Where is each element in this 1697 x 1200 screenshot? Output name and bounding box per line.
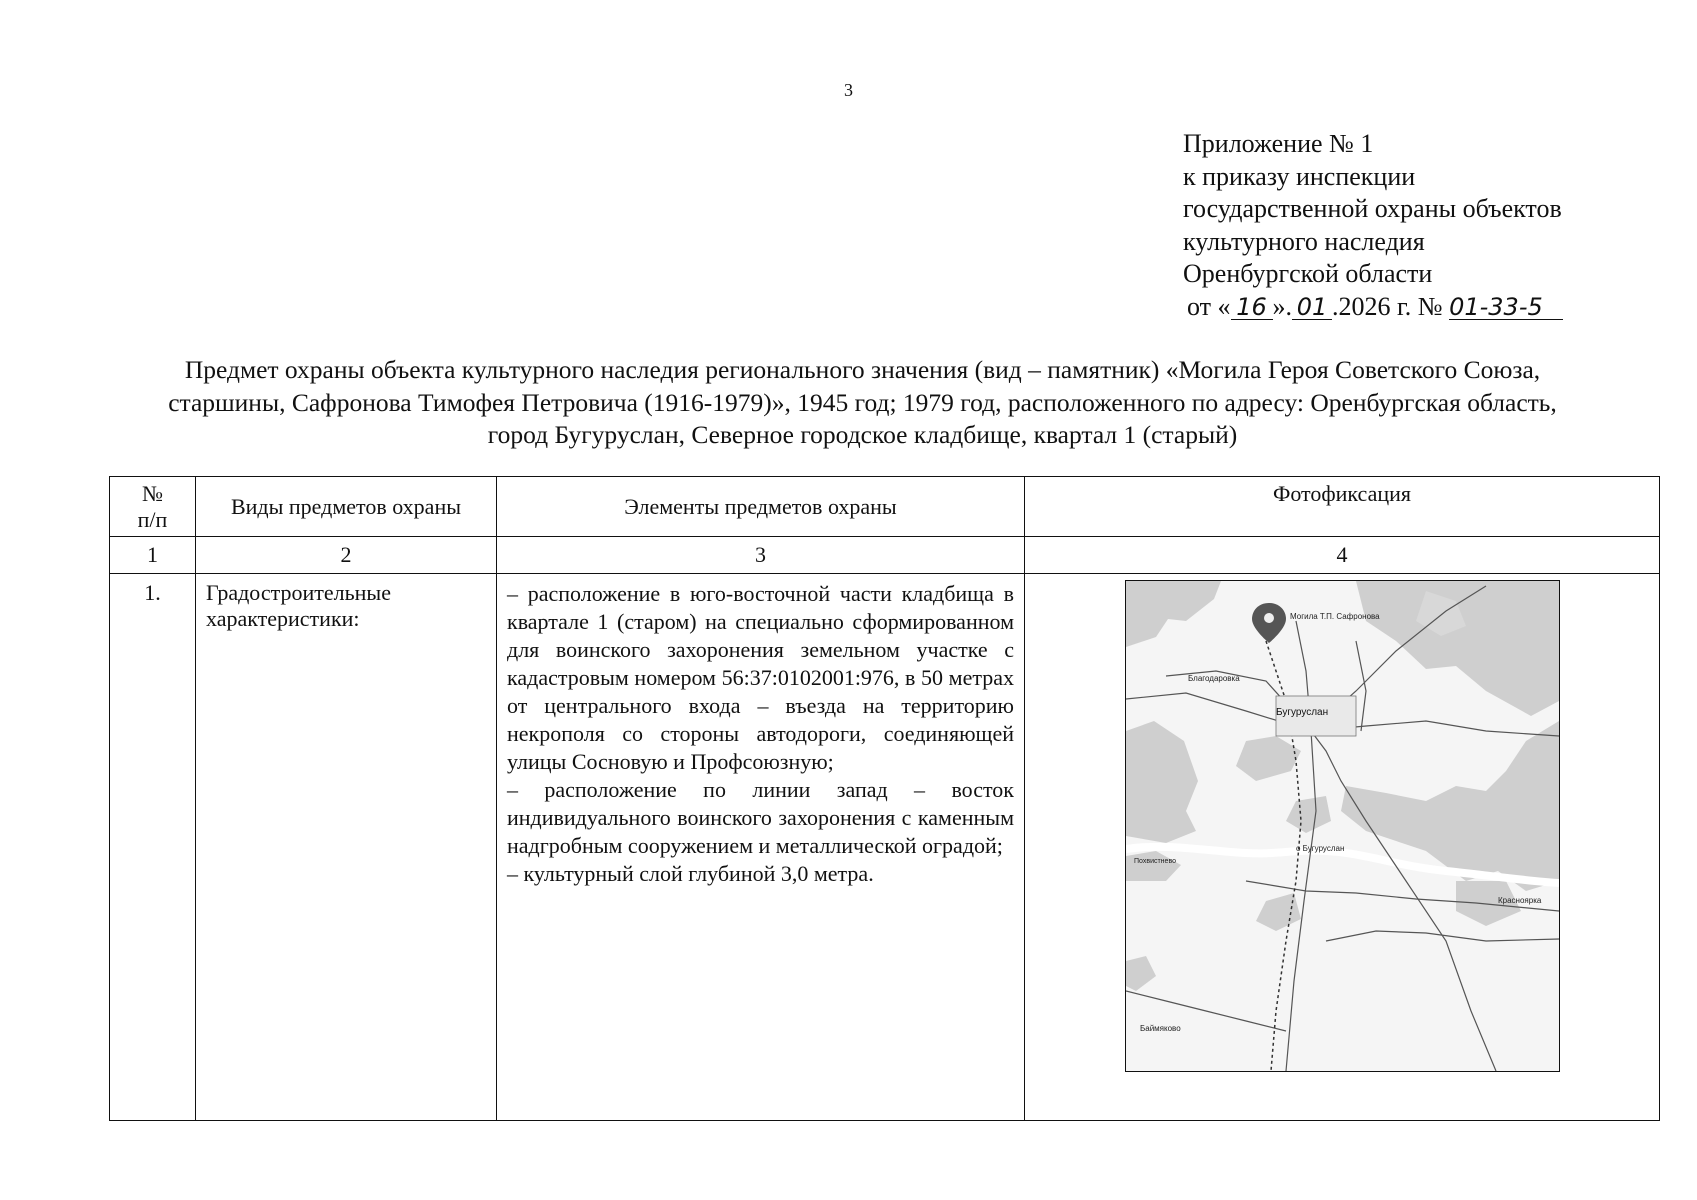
header-no-symbol: № <box>142 480 163 506</box>
title-line: город Бугуруслан, Северное городское кладбище, квартал 1 (старый) <box>487 420 1238 449</box>
place-label: Красноярка <box>1497 896 1541 905</box>
page-number: 3 <box>844 80 853 100</box>
map-illustration <box>1126 581 1559 1071</box>
column-number: 2 <box>196 537 497 574</box>
header-no <box>110 477 196 537</box>
appendix-line: Оренбургской области <box>1183 259 1433 288</box>
header-no-abbr: п/п <box>137 506 168 532</box>
appendix-block <box>1183 128 1563 323</box>
protection-table <box>109 476 1660 1121</box>
marker-label: Могила Т.П. Сафронова <box>1289 612 1380 621</box>
header-type: Виды предметов охраны <box>196 477 497 537</box>
element-item: – расположение в юго-восточной части кладбища в квартале 1 (старом) на специально сформированном для воинского захоронения земельном участке с кадастровым номером 56:37:0102001:976, в 50 метрах от центрального входа – въезда на территорию некрополя со стороны автодороги, соединяющей улицы Сосновую и Профсоюзную; <box>507 581 1014 774</box>
column-number: 4 <box>1025 537 1660 574</box>
appendix-line: государственной охраны объектов <box>1183 194 1562 223</box>
title-line: старшины, Сафронова Тимофея Петровича (1916-1979)», 1945 год; 1979 год, расположенного по адресу: Оренбургская область, <box>168 387 1557 417</box>
place-label: Баймяково <box>1139 1024 1181 1033</box>
appendix-line: к приказу инспекции <box>1183 161 1416 191</box>
location-marker-icon <box>1252 603 1286 643</box>
row-protection-type: Градостроительные характеристики: <box>196 574 497 1121</box>
station-label: о Бугуруслан <box>1295 844 1344 853</box>
row-index: 1. <box>110 574 196 1121</box>
place-label: Благодаровка <box>1187 674 1240 683</box>
date-prefix: от « <box>1187 291 1231 321</box>
city-label: Бугуруслан <box>1275 707 1328 718</box>
table-row <box>110 574 1660 1121</box>
order-year: .2026 г. № <box>1332 291 1443 321</box>
column-number: 3 <box>497 537 1025 574</box>
column-numbers-row <box>110 537 1660 574</box>
header-photo: Фотофиксация <box>1025 477 1660 537</box>
order-date-line <box>1187 291 1563 324</box>
forest-areas <box>1126 581 1559 991</box>
header-elements: Элементы предметов охраны <box>497 477 1025 537</box>
appendix-line: культурного наследия <box>1183 226 1425 256</box>
location-map <box>1125 580 1560 1072</box>
place-label: Похвистнево <box>1133 858 1176 865</box>
title-line: Предмет охраны объекта культурного наследия регионального значения (вид – памятник) «Могила Героя Советского Союза, <box>184 355 1541 384</box>
order-number: 01-33-5 <box>1449 295 1563 320</box>
header-row <box>110 477 1660 537</box>
appendix-line: Приложение № 1 <box>1183 129 1374 158</box>
element-item: – расположение по линии запад – восток индивидуального воинского захоронения с каменным надгробным сооружением и металлической оградой; <box>507 777 1014 858</box>
order-day: 16 <box>1231 295 1273 320</box>
column-number: 1 <box>110 537 196 574</box>
element-item: – культурный слой глубиной 3,0 метра. <box>507 861 874 886</box>
order-month: 01 <box>1292 295 1332 320</box>
row-photo <box>1025 574 1660 1121</box>
date-mid: ». <box>1272 291 1293 321</box>
row-elements <box>497 574 1025 1121</box>
document-title <box>75 354 1650 452</box>
